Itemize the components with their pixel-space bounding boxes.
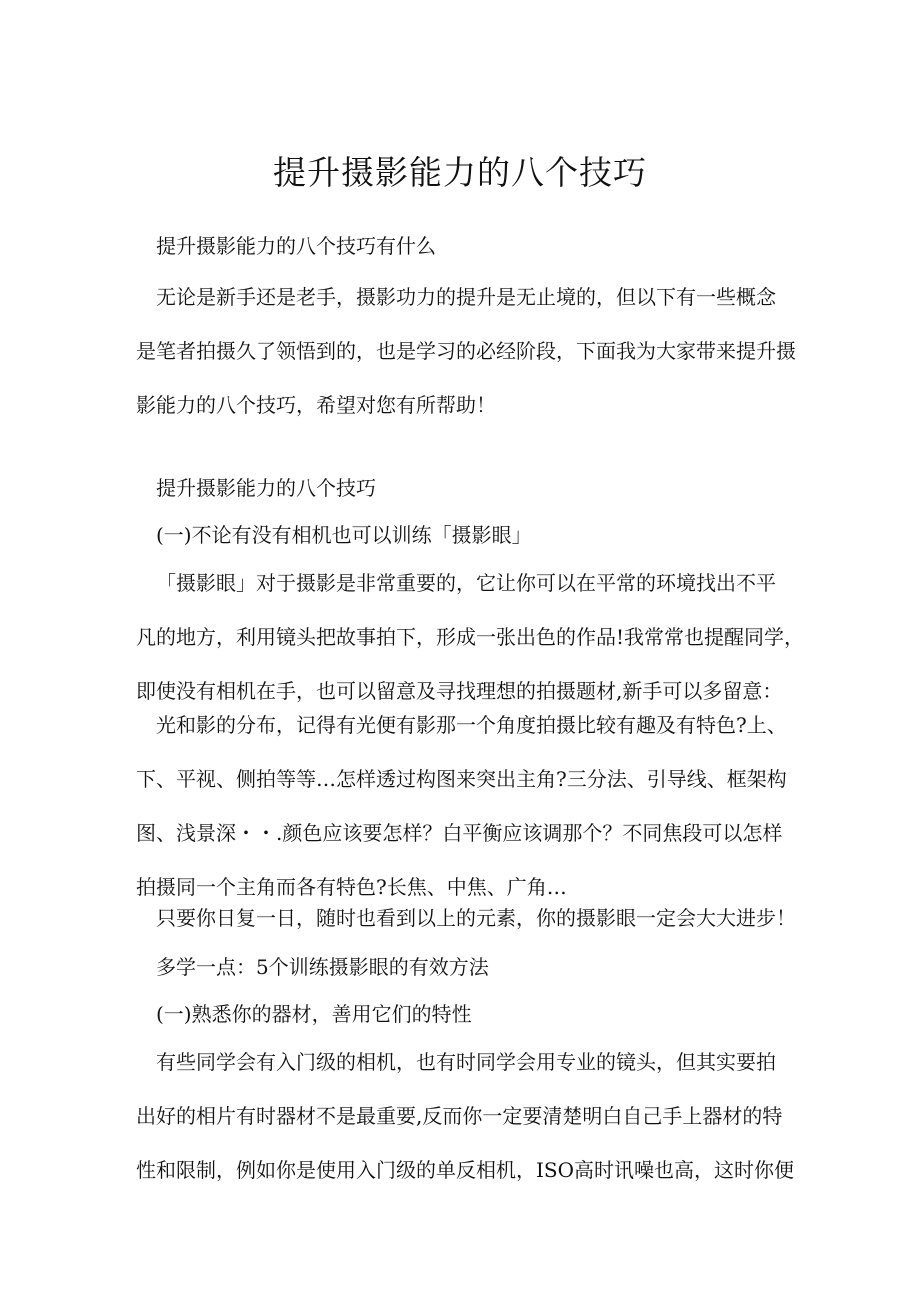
subtitle: 提升摄影能力的八个技巧有什么 <box>156 234 436 258</box>
method1-body <box>136 1035 796 1197</box>
document-title: 提升摄影能力的八个技巧 <box>273 153 647 192</box>
section-heading: 提升摄影能力的八个技巧 <box>156 476 376 500</box>
method1-heading: (一)熟悉你的器材，善用它们的特性 <box>156 1002 472 1026</box>
intro-paragraph <box>136 270 796 432</box>
intro-line: 无论是新手还是老手，摄影功力的提升是无止境的，但以下有一些概念 <box>156 285 776 309</box>
tip1-body-line: 「摄影眼」对于摄影是非常重要的，它让你可以在平常的环境找出不平 <box>156 571 776 595</box>
intro-line: 是笔者拍摄久了领悟到的，也是学习的必经阶段，下面我为大家带来提升摄 <box>136 339 796 363</box>
tip1-list <box>136 698 796 914</box>
tip1-list-line: 拍摄同一个主角而各有特色?长焦、中焦、广角… <box>136 875 567 899</box>
tip1-list-line: 下、平视、侧拍等等…怎样透过构图来突出主角?三分法、引导线、框架构 <box>136 767 787 791</box>
tip1-list-line: 光和影的分布，记得有光便有影那一个角度拍摄比较有趣及有特色?上、 <box>156 713 787 737</box>
tip1-body-line: 凡的地方，利用镜头把故事拍下，形成一张出色的作品!我常常也提醒同学， <box>136 625 805 649</box>
method1-body-line: 性和限制，例如你是使用入门级的单反相机，ISO高时讯噪也高，这时你便 <box>136 1158 794 1182</box>
method1-body-line: 有些同学会有入门级的相机，也有时同学会用专业的镜头，但其实要拍 <box>156 1050 776 1074</box>
tip1-body <box>136 556 805 718</box>
tip1-body-line: 即使没有相机在手，也可以留意及寻找理想的拍摄题材,新手可以多留意： <box>136 679 783 703</box>
extra-heading: 多学一点：5个训练摄影眼的有效方法 <box>156 955 489 979</box>
tip1-conclusion: 只要你日复一日，随时也看到以上的元素，你的摄影眼一定会大大进步！ <box>156 906 796 930</box>
tip1-heading: (一)不论有没有相机也可以训练「摄影眼」 <box>156 523 532 547</box>
tip1-list-line: 图、浅景深・・.颜色应该要怎样？白平衡应该调那个？不同焦段可以怎样 <box>136 821 783 845</box>
method1-body-line: 出好的相片有时器材不是最重要,反而你一定要清楚明白自己手上器材的特 <box>136 1104 783 1128</box>
intro-line: 影能力的八个技巧，希望对您有所帮助！ <box>136 393 496 417</box>
